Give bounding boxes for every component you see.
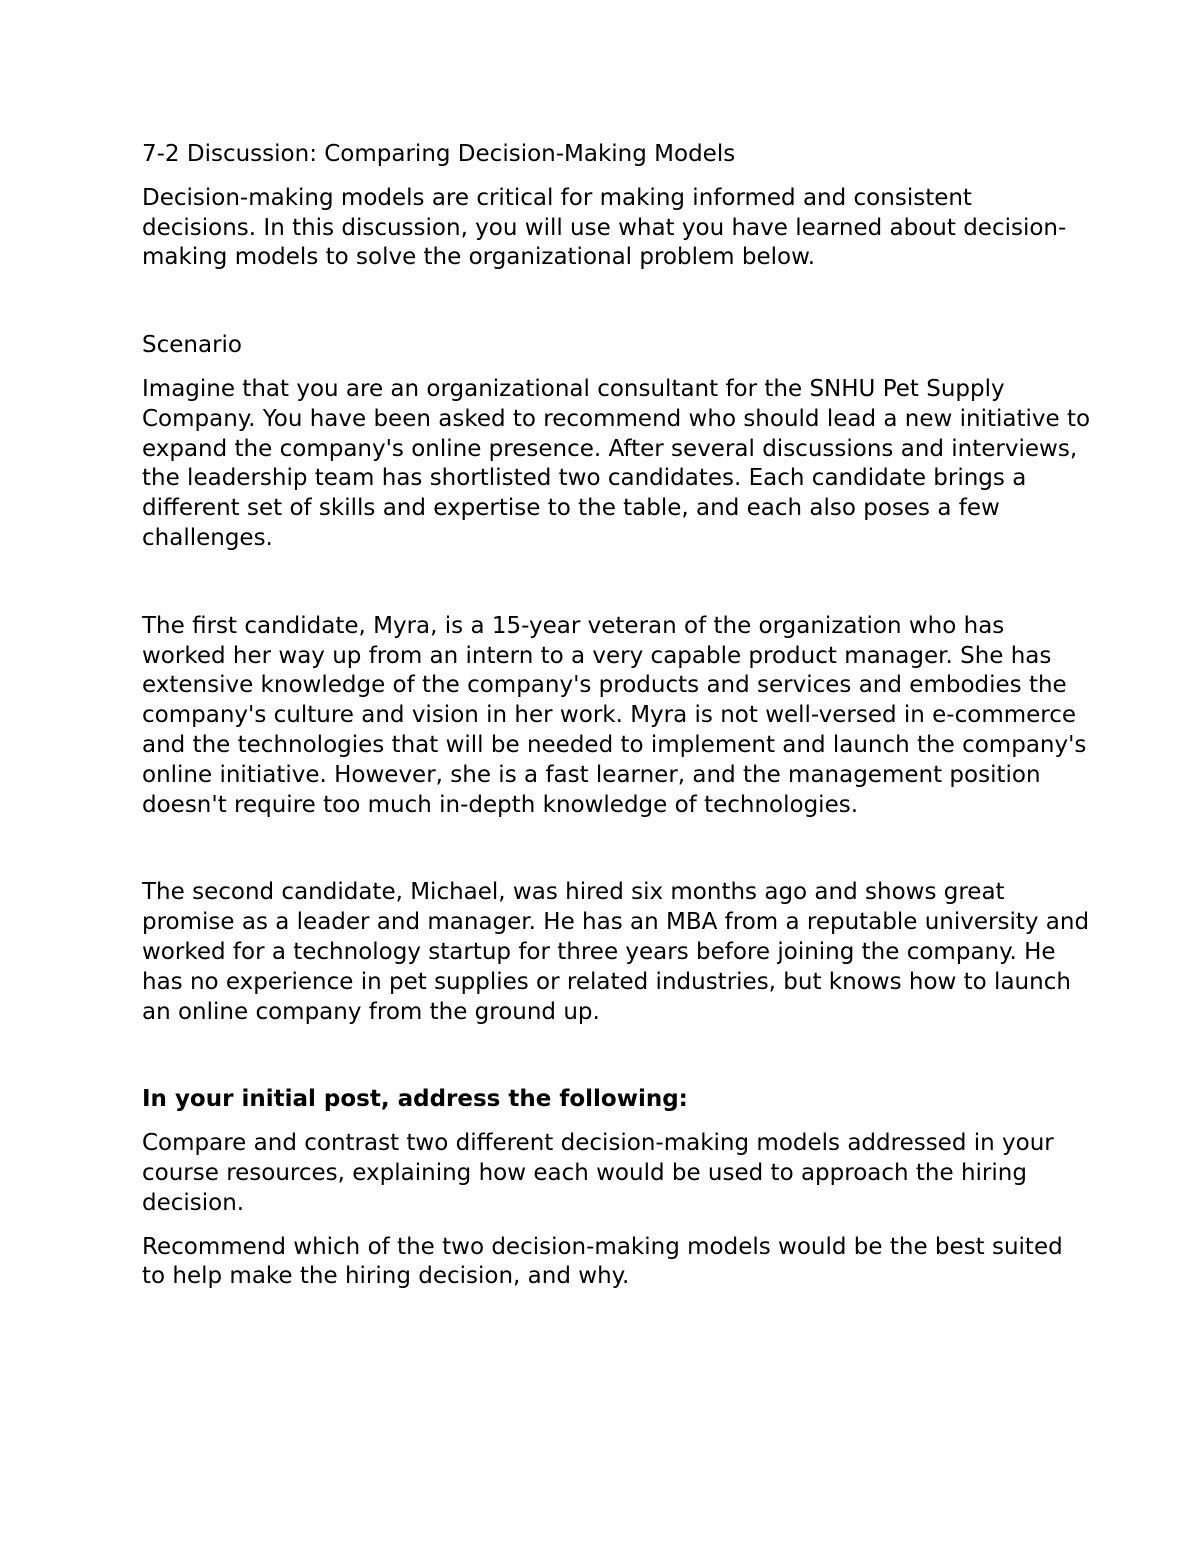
candidate-michael-paragraph: The second candidate, Michael, was hired six months ago and shows great promise as a leader and manager. He has an MBA from a reputable university and worked for a technology startup for three years before joining the company. He has no experience in pet supplies or related industries, but knows how to launch an online company from the ground up. bbox=[142, 879, 1090, 1025]
document-title: 7-2 Discussion: Comparing Decision-Making Models bbox=[142, 141, 736, 167]
document-body bbox=[142, 140, 1092, 1306]
scenario-heading: Scenario bbox=[142, 332, 242, 359]
prompt-item-recommend: Recommend which of the two decision-making models would be the best suited to help make the hiring decision, and why. bbox=[142, 1233, 1063, 1290]
scenario-paragraph: Imagine that you are an organizational consultant for the SNHU Pet Supply Company. You have been asked to recommend who should lead a new initiative to expand the company's online presence. After several discussions and interviews, the leadership team has shortlisted two candidates. Each candidate brings a different set of skills and expertise to the table, and each also poses a few challenges. bbox=[142, 375, 1091, 551]
prompt-item-compare: Compare and contrast two different decision-making models addressed in your course resources, explaining how each would be used to approach the hiring decision. bbox=[142, 1130, 1054, 1216]
intro-paragraph: Decision-making models are critical for making informed and consistent decisions. In this discussion, you will use what you have learned about decision-making models to solve the organizational problem below. bbox=[142, 184, 1067, 271]
prompt-heading: In your initial post, address the following: bbox=[142, 1086, 688, 1113]
candidate-myra-paragraph: The first candidate, Myra, is a 15-year veteran of the organization who has worked her way up from an intern to a very capable product manager. She has extensive knowledge of the company's products and services and embodies the company's culture and vision in her work. Myra is not well-versed in e-commerce and the technologies that will be needed to implement and launch the company's online initiative. However, she is a fast learner, and the management position doesn't require too much in-depth knowledge of technologies. bbox=[142, 612, 1087, 818]
